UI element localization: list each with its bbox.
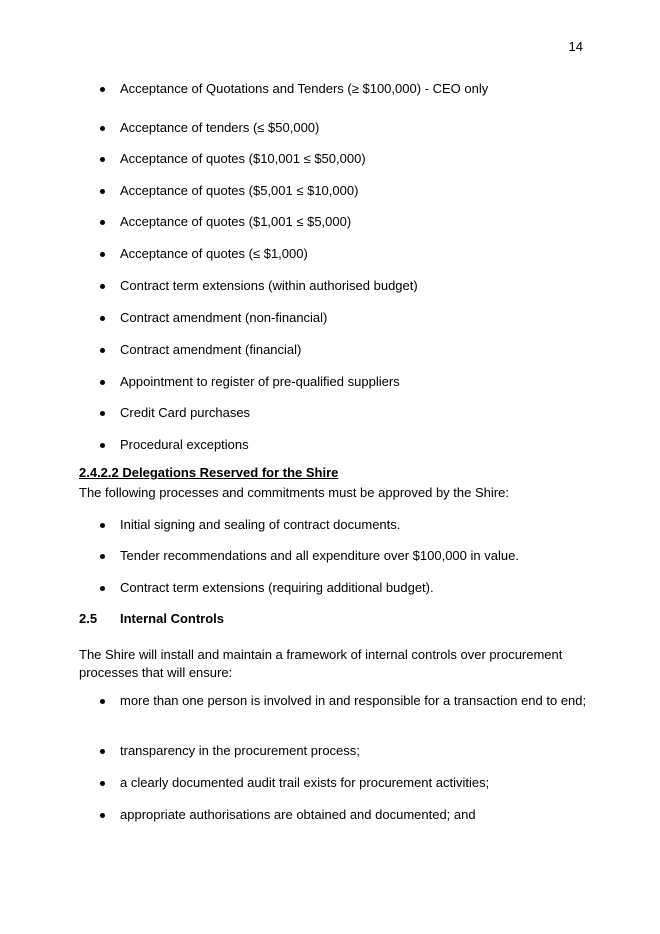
- bullet-icon: [100, 157, 105, 162]
- subsection-heading: 2.4.2.2 Delegations Reserved for the Shire: [79, 465, 339, 480]
- bullet-icon: [100, 284, 105, 289]
- list-item: Acceptance of quotes ($10,001 ≤ $50,000): [100, 149, 590, 168]
- bullet-icon: [100, 443, 105, 448]
- list-item: appropriate authorisations are obtained and documented; and: [100, 805, 590, 824]
- controls-intro-paragraph: The Shire will install and maintain a framework of internal controls over procurement processes that will ensure:: [79, 647, 563, 680]
- section-number: 2.5: [79, 611, 98, 626]
- bullet-icon: [100, 316, 105, 321]
- bullet-icon: [100, 126, 105, 131]
- list-item: transparency in the procurement process;: [100, 741, 590, 760]
- list-item: Acceptance of quotes ($5,001 ≤ $10,000): [100, 181, 590, 200]
- section-heading: [79, 611, 224, 626]
- list-item: Credit Card purchases: [100, 403, 590, 422]
- list-item: Tender recommendations and all expenditure over $100,000 in value.: [100, 546, 590, 565]
- list-item: Acceptance of Quotations and Tenders (≥ $100,000) - CEO only: [100, 79, 590, 98]
- section-title: Internal Controls: [120, 611, 225, 626]
- list-item: Acceptance of quotes (≤ $1,000): [100, 244, 590, 263]
- bullet-icon: [100, 220, 105, 225]
- list-item: a clearly documented audit trail exists for procurement activities;: [100, 773, 590, 792]
- list-item: Acceptance of tenders (≤ $50,000): [100, 118, 590, 137]
- bullet-icon: [100, 554, 105, 559]
- list-item: Appointment to register of pre-qualified suppliers: [100, 372, 590, 391]
- bullet-icon: [100, 380, 105, 385]
- shire-intro-paragraph: The following processes and commitments must be approved by the Shire:: [79, 485, 509, 500]
- bullet-icon: [100, 411, 105, 416]
- list-item: more than one person is involved in and responsible for a transaction end to end;: [100, 691, 590, 710]
- bullet-icon: [100, 813, 105, 818]
- list-item: Initial signing and sealing of contract documents.: [100, 515, 590, 534]
- list-item: Contract amendment (non-financial): [100, 308, 590, 327]
- bullet-icon: [100, 523, 105, 528]
- list-item: Acceptance of quotes ($1,001 ≤ $5,000): [100, 212, 590, 231]
- bullet-icon: [100, 781, 105, 786]
- list-item: Contract term extensions (within authorised budget): [100, 276, 590, 295]
- bullet-icon: [100, 87, 105, 92]
- bullet-icon: [100, 586, 105, 591]
- bullet-icon: [100, 189, 105, 194]
- page-number: 14: [568, 39, 583, 54]
- bullet-icon: [100, 348, 105, 353]
- bullet-icon: [100, 252, 105, 257]
- bullet-icon: [100, 749, 105, 754]
- list-item: Contract amendment (financial): [100, 340, 590, 359]
- list-item: Procedural exceptions: [100, 435, 590, 454]
- list-item: Contract term extensions (requiring additional budget).: [100, 578, 590, 597]
- bullet-icon: [100, 699, 105, 704]
